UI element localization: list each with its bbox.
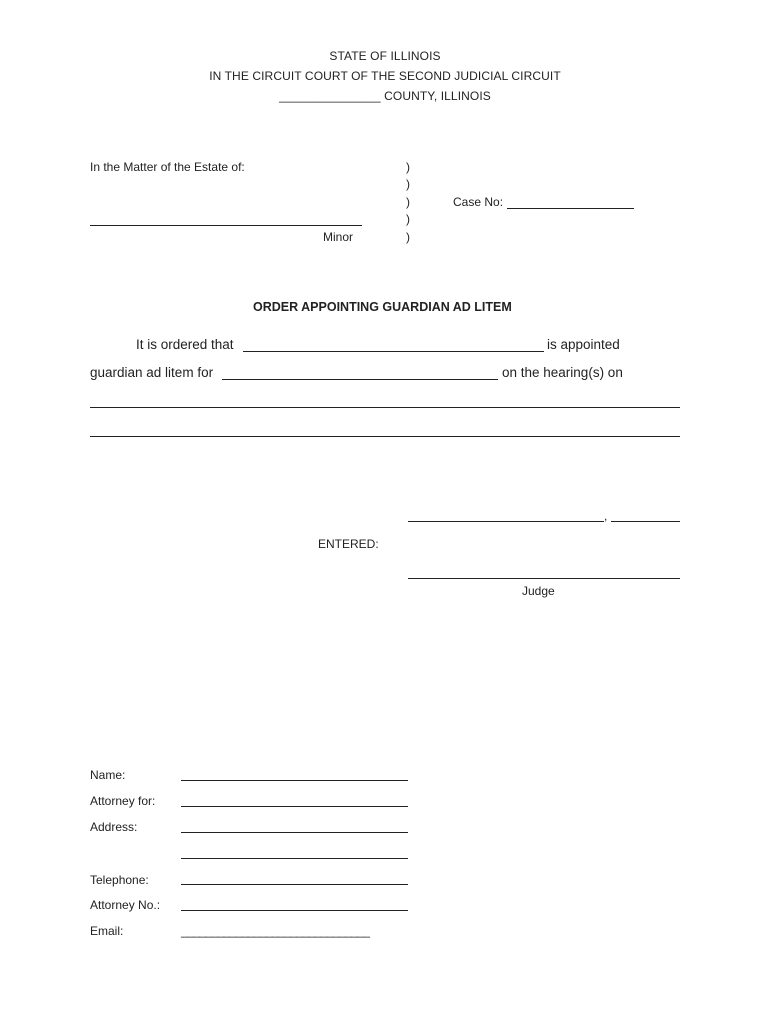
address-line-1[interactable] [181,832,408,833]
case-no-label: Case No: [453,195,504,209]
judge-label: Judge [522,584,555,598]
address-label: Address: [90,820,138,834]
name-label: Name: [90,768,126,782]
county-label: COUNTY, ILLINOIS [384,89,491,103]
order-line1-start: It is ordered that [136,337,234,352]
telephone-label: Telephone: [90,873,149,887]
caption-paren: ) [406,212,410,226]
caption-paren: ) [406,177,410,191]
attorney-for-label: Attorney for: [90,794,156,808]
court-heading: IN THE CIRCUIT COURT OF THE SECOND JUDICIAL CIRCUIT [209,69,561,83]
attorney-no-line[interactable] [181,910,408,911]
minor-label: Minor [323,230,354,244]
hearing-line-1[interactable] [90,407,680,408]
attorney-no-label: Attorney No.: [90,898,161,912]
county-blank: _______________ [279,89,381,103]
order-line2-start: guardian ad litem for [90,365,214,380]
address-line-2[interactable] [181,858,408,859]
appointee-line[interactable] [243,351,544,352]
entry-date-line[interactable] [408,521,604,522]
caption-paren: ) [406,230,410,244]
attorney-for-line[interactable] [181,806,408,807]
hearing-line-2[interactable] [90,436,680,437]
email-line[interactable]: _______________________________ [181,924,370,938]
county-heading [0,89,770,103]
judge-signature-line[interactable] [408,578,680,579]
ward-line[interactable] [222,379,498,380]
order-title: ORDER APPOINTING GUARDIAN AD LITEM [253,300,512,314]
order-line2-end: on the hearing(s) on [502,365,623,380]
email-label: Email: [90,924,124,938]
entry-year-line[interactable] [611,521,680,522]
caption-paren: ) [406,195,410,209]
date-comma: , [604,509,608,523]
minor-name-line[interactable] [90,225,362,226]
entered-label: ENTERED: [318,537,379,551]
estate-matter-label: In the Matter of the Estate of: [90,160,245,174]
case-no-line[interactable] [507,208,634,209]
order-line1-end: is appointed [547,337,620,352]
name-line[interactable] [181,780,408,781]
state-heading: STATE OF ILLINOIS [329,49,441,63]
telephone-line[interactable] [181,884,408,885]
caption-paren: ) [406,160,410,174]
